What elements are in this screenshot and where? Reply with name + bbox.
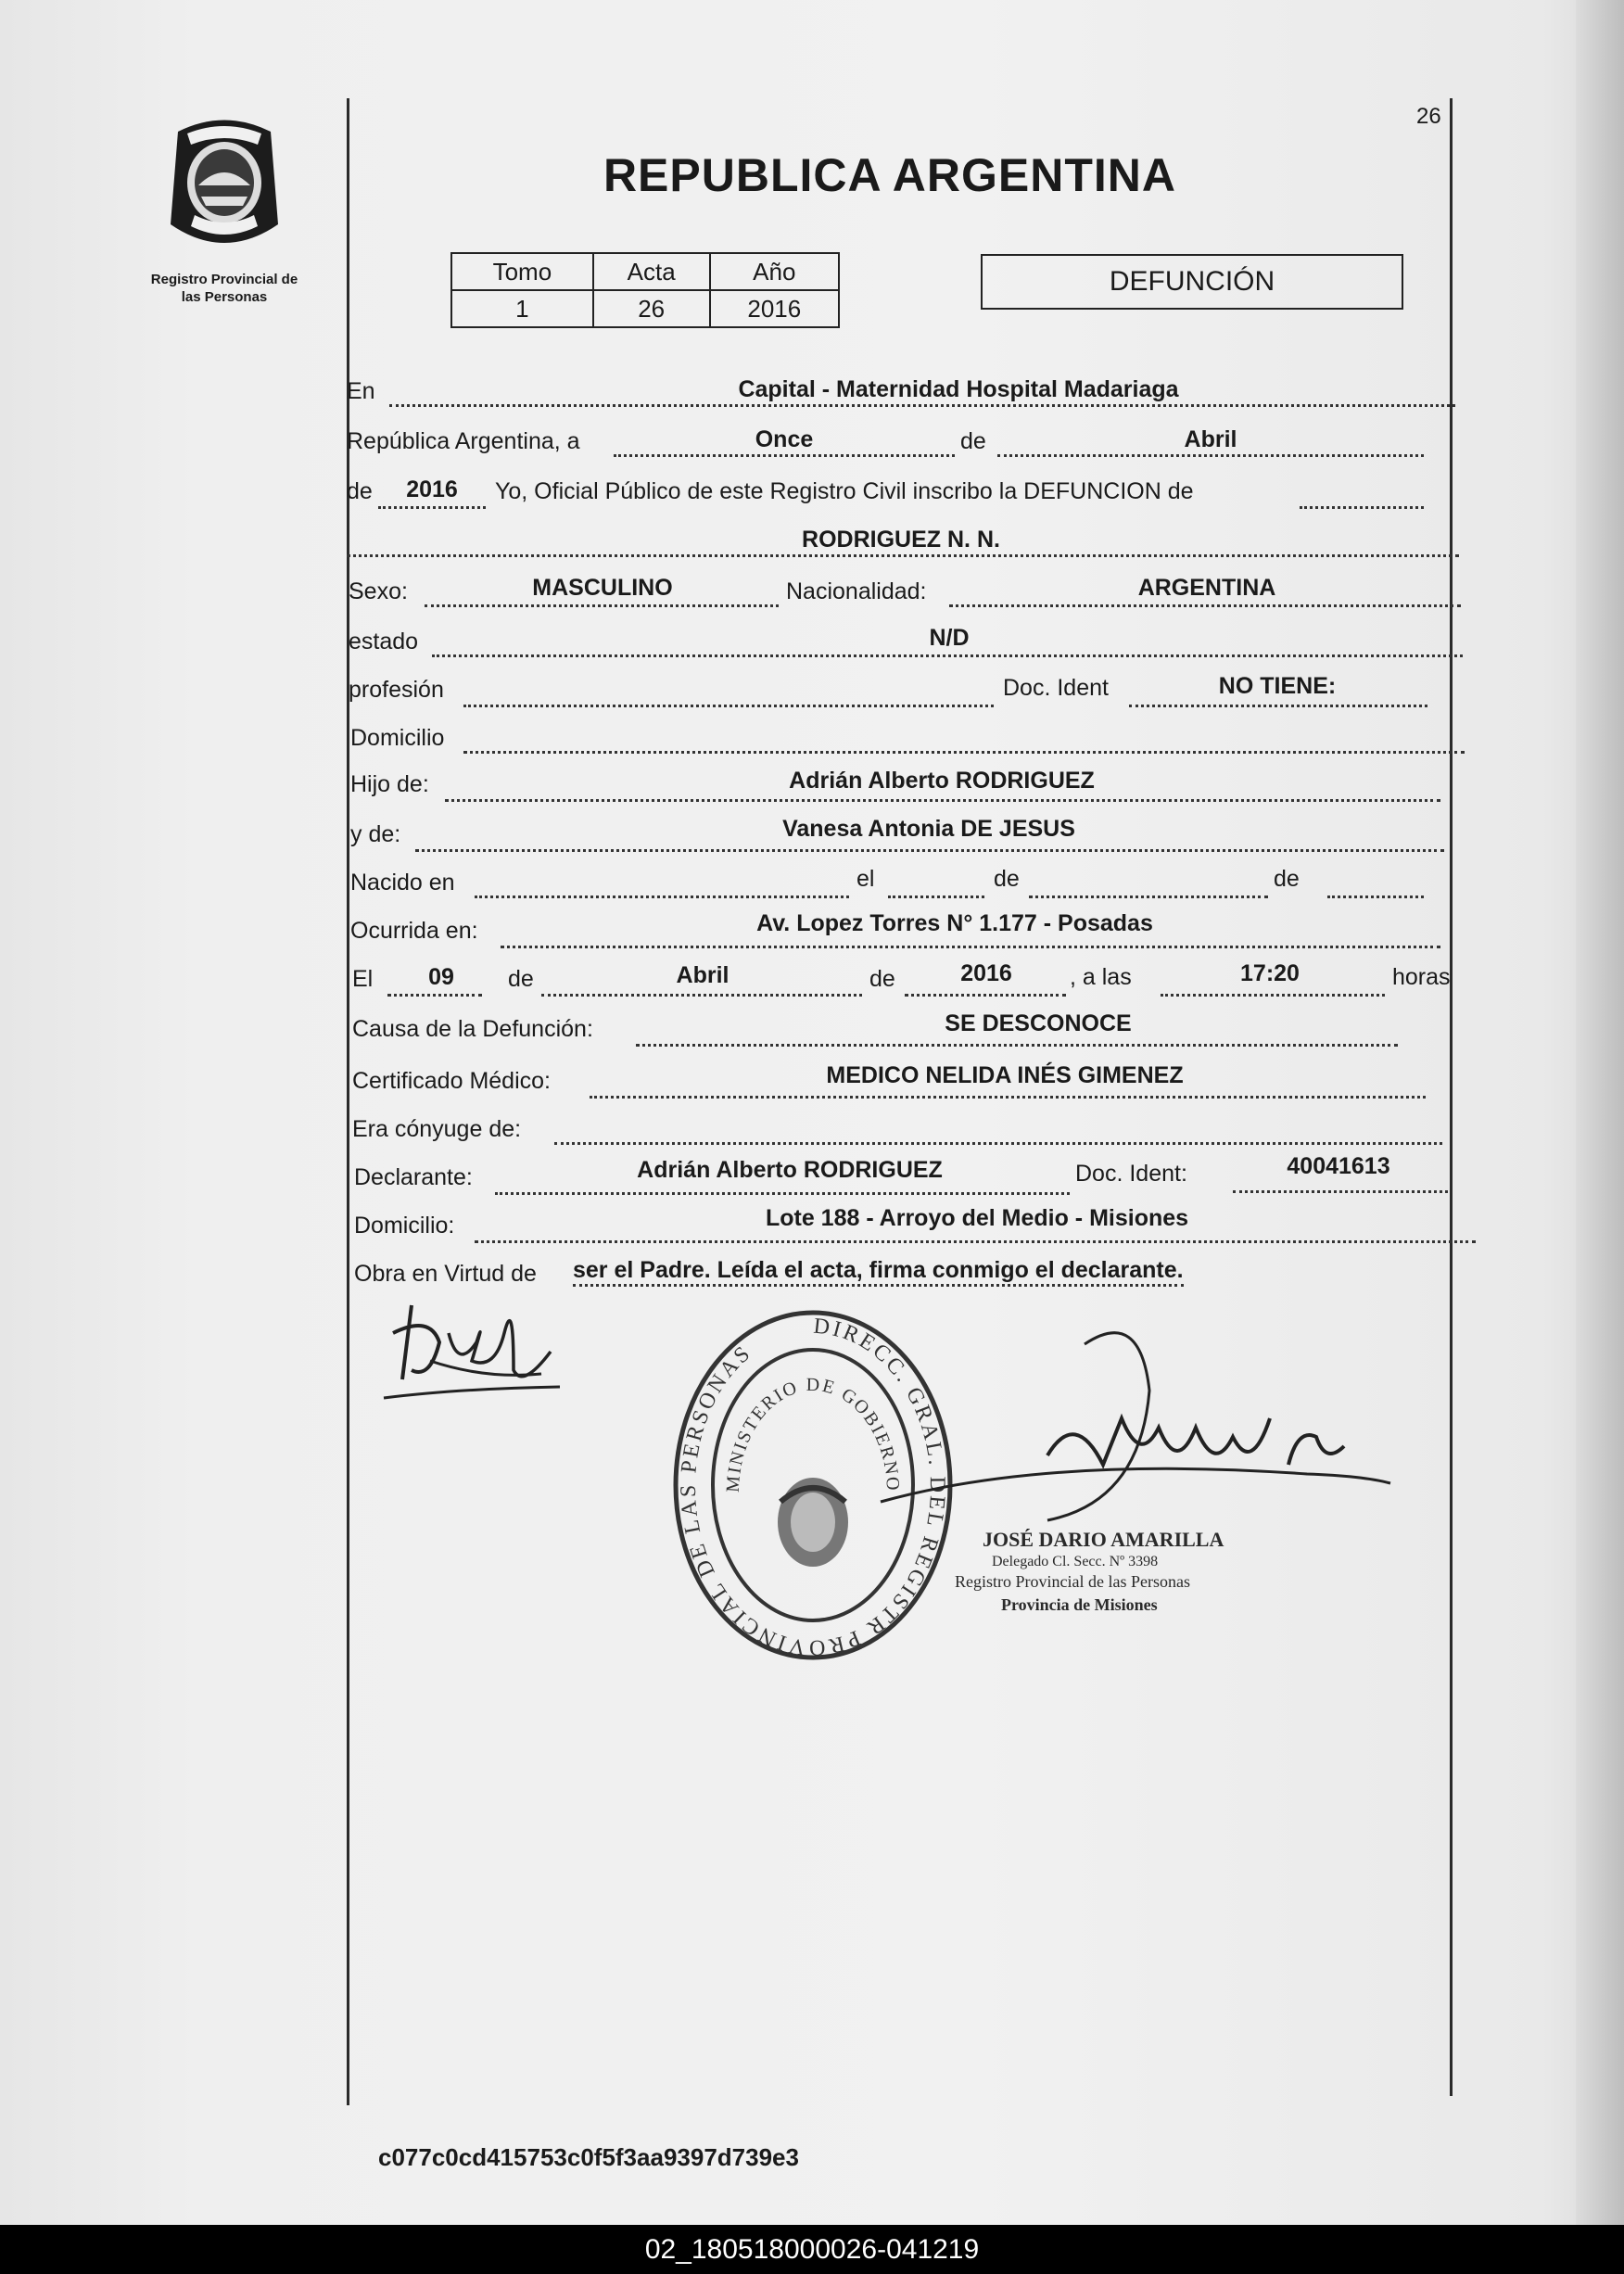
nacido-month-line — [1029, 896, 1268, 898]
hijo-de-value: Adrián Alberto RODRIGUEZ — [789, 768, 1095, 794]
document-hash: c077c0cd415753c0f5f3aa9397d739e3 — [378, 2143, 799, 2171]
de2-label: de — [347, 478, 373, 504]
nacido-en-line — [475, 896, 849, 898]
official-name: JOSÉ DARIO AMARILLA — [983, 1528, 1224, 1551]
logo-caption-line1: Registro Provincial de — [150, 272, 298, 287]
estado-line — [432, 654, 1463, 657]
official-province: Provincia de Misiones — [1001, 1595, 1158, 1614]
estado-label: estado — [349, 629, 419, 654]
official-signature — [862, 1316, 1400, 1557]
acta-header: Acta — [593, 253, 710, 290]
month-value: Abril — [1184, 426, 1237, 452]
page-edge — [1576, 0, 1624, 2225]
deceased-name: RODRIGUEZ N. N. — [802, 527, 1000, 553]
certificado-value: MEDICO NELIDA INÉS GIMENEZ — [826, 1062, 1184, 1088]
el2-month-line — [541, 994, 862, 997]
doc-ident-line — [1129, 705, 1427, 707]
hora-value: 17:20 — [1240, 960, 1300, 986]
certificado-line — [590, 1096, 1426, 1099]
domicilio-label: Domicilio — [350, 725, 445, 751]
alas-label: , a las — [1070, 964, 1132, 990]
hijo-de-label: Hijo de: — [350, 771, 429, 797]
profesion-label: profesión — [349, 677, 444, 703]
tomo-value: 1 — [451, 290, 593, 327]
causa-value: SE DESCONOCE — [945, 1010, 1132, 1036]
official-registry: Registro Provincial de las Personas — [955, 1572, 1190, 1591]
official-stamp-text — [955, 1528, 1224, 1615]
logo-caption — [126, 271, 323, 306]
domicilio2-value: Lote 188 - Arroyo del Medio - Misiones — [765, 1205, 1189, 1231]
official-position: Delegado Cl. Secc. Nº 3398 — [992, 1554, 1159, 1569]
anio-header: Año — [710, 253, 839, 290]
declarante-label: Declarante: — [354, 1164, 473, 1190]
el2-label: El — [352, 966, 374, 992]
horas-label: horas — [1392, 964, 1451, 990]
inscribo-line — [1300, 506, 1424, 509]
obra-value: ser el Padre. Leída el acta, firma conmigo el declarante. — [573, 1257, 1184, 1287]
doc-ident-label: Doc. Ident — [1003, 675, 1109, 701]
tomo-header: Tomo — [451, 253, 593, 290]
domicilio2-line — [475, 1240, 1476, 1243]
stamp-ring-text: DIRECC. GRAL. DEL REGISTR PROVINCIAL DE LAS PERSONAS — [676, 1314, 950, 1660]
year-value: 2016 — [406, 476, 458, 502]
de-label: de — [960, 428, 986, 454]
sexo-label: Sexo: — [349, 578, 408, 604]
event-month: Abril — [676, 962, 730, 988]
event-day: 09 — [428, 964, 454, 990]
declarante-value: Adrián Alberto RODRIGUEZ — [637, 1157, 943, 1183]
en-label: En — [347, 378, 375, 404]
y-de-label: y de: — [350, 821, 401, 847]
ocurrida-line — [501, 946, 1440, 948]
declarante-line — [495, 1192, 1070, 1195]
doc-ident2-label: Doc. Ident: — [1075, 1161, 1187, 1187]
logo-caption-line2: las Personas — [181, 289, 268, 305]
event-year: 2016 — [960, 960, 1012, 986]
doc-ident2-line — [1233, 1190, 1448, 1193]
certificado-label: Certificado Médico: — [352, 1068, 551, 1094]
nacido-day-line — [888, 896, 984, 898]
y-de-line — [415, 849, 1444, 852]
place-value: Capital - Maternidad Hospital Madariaga — [738, 376, 1179, 402]
ocurrida-value: Av. Lopez Torres N° 1.177 - Posadas — [756, 910, 1153, 936]
nacido-year-line — [1327, 896, 1424, 898]
anio-value: 2016 — [710, 290, 839, 327]
doc-ident-value: NO TIENE: — [1218, 673, 1337, 699]
declarant-signature — [374, 1277, 578, 1407]
year-line — [378, 506, 486, 509]
day-value: Once — [755, 426, 814, 452]
doc-ident2-value: 40041613 — [1287, 1153, 1390, 1179]
el-label: el — [856, 866, 875, 892]
acta-value: 26 — [593, 290, 710, 327]
hora-line — [1161, 994, 1385, 997]
inscribo-text: Yo, Oficial Público de este Registro Civil inscribo la DEFUNCION de — [495, 478, 1194, 504]
sexo-value: MASCULINO — [532, 575, 673, 601]
de4-label: de — [869, 966, 895, 992]
name-line — [347, 554, 1459, 557]
republica-label: República Argentina, a — [347, 428, 580, 454]
nacionalidad-value: ARGENTINA — [1137, 575, 1276, 601]
y-de-value: Vanesa Antonia DE JESUS — [782, 816, 1075, 842]
estado-value: N/D — [929, 625, 970, 651]
page-number: 26 — [1416, 104, 1441, 129]
ocurrida-label: Ocurrida en: — [350, 918, 478, 944]
obra-label: Obra en Virtud de — [354, 1261, 537, 1287]
causa-line — [636, 1044, 1398, 1047]
right-margin-rule — [1450, 98, 1453, 2096]
conyuge-label: Era cónyuge de: — [352, 1116, 522, 1142]
hijo-de-line — [445, 799, 1440, 802]
en-line — [389, 404, 1455, 407]
de-b-label: de — [1274, 866, 1300, 892]
el2-year-line — [905, 994, 1066, 997]
causa-label: Causa de la Defunción: — [352, 1016, 593, 1042]
country-title: REPUBLICA ARGENTINA — [603, 149, 1177, 201]
domicilio2-label: Domicilio: — [354, 1213, 455, 1239]
document-type-box: DEFUNCIÓN — [981, 254, 1403, 310]
conyuge-line — [554, 1142, 1442, 1145]
nacionalidad-label: Nacionalidad: — [786, 578, 927, 604]
nacionalidad-line — [949, 604, 1461, 607]
stamp-inner-text: MINISTERIO DE GOBIERNO — [722, 1374, 904, 1493]
sexo-line — [425, 604, 779, 607]
nacido-en-label: Nacido en — [350, 870, 455, 896]
de-a-label: de — [994, 866, 1020, 892]
month-line — [997, 454, 1424, 457]
provincia-misiones-seal-icon — [159, 113, 289, 252]
domicilio-line — [463, 751, 1465, 754]
profesion-line — [463, 705, 994, 707]
reference-table — [450, 252, 840, 328]
day-line — [614, 454, 955, 457]
file-id-bar — [0, 2225, 1624, 2274]
de3-label: de — [508, 966, 534, 992]
file-id: 02_180518000026-041219 — [644, 2234, 980, 2265]
el2-day-line — [387, 994, 482, 997]
